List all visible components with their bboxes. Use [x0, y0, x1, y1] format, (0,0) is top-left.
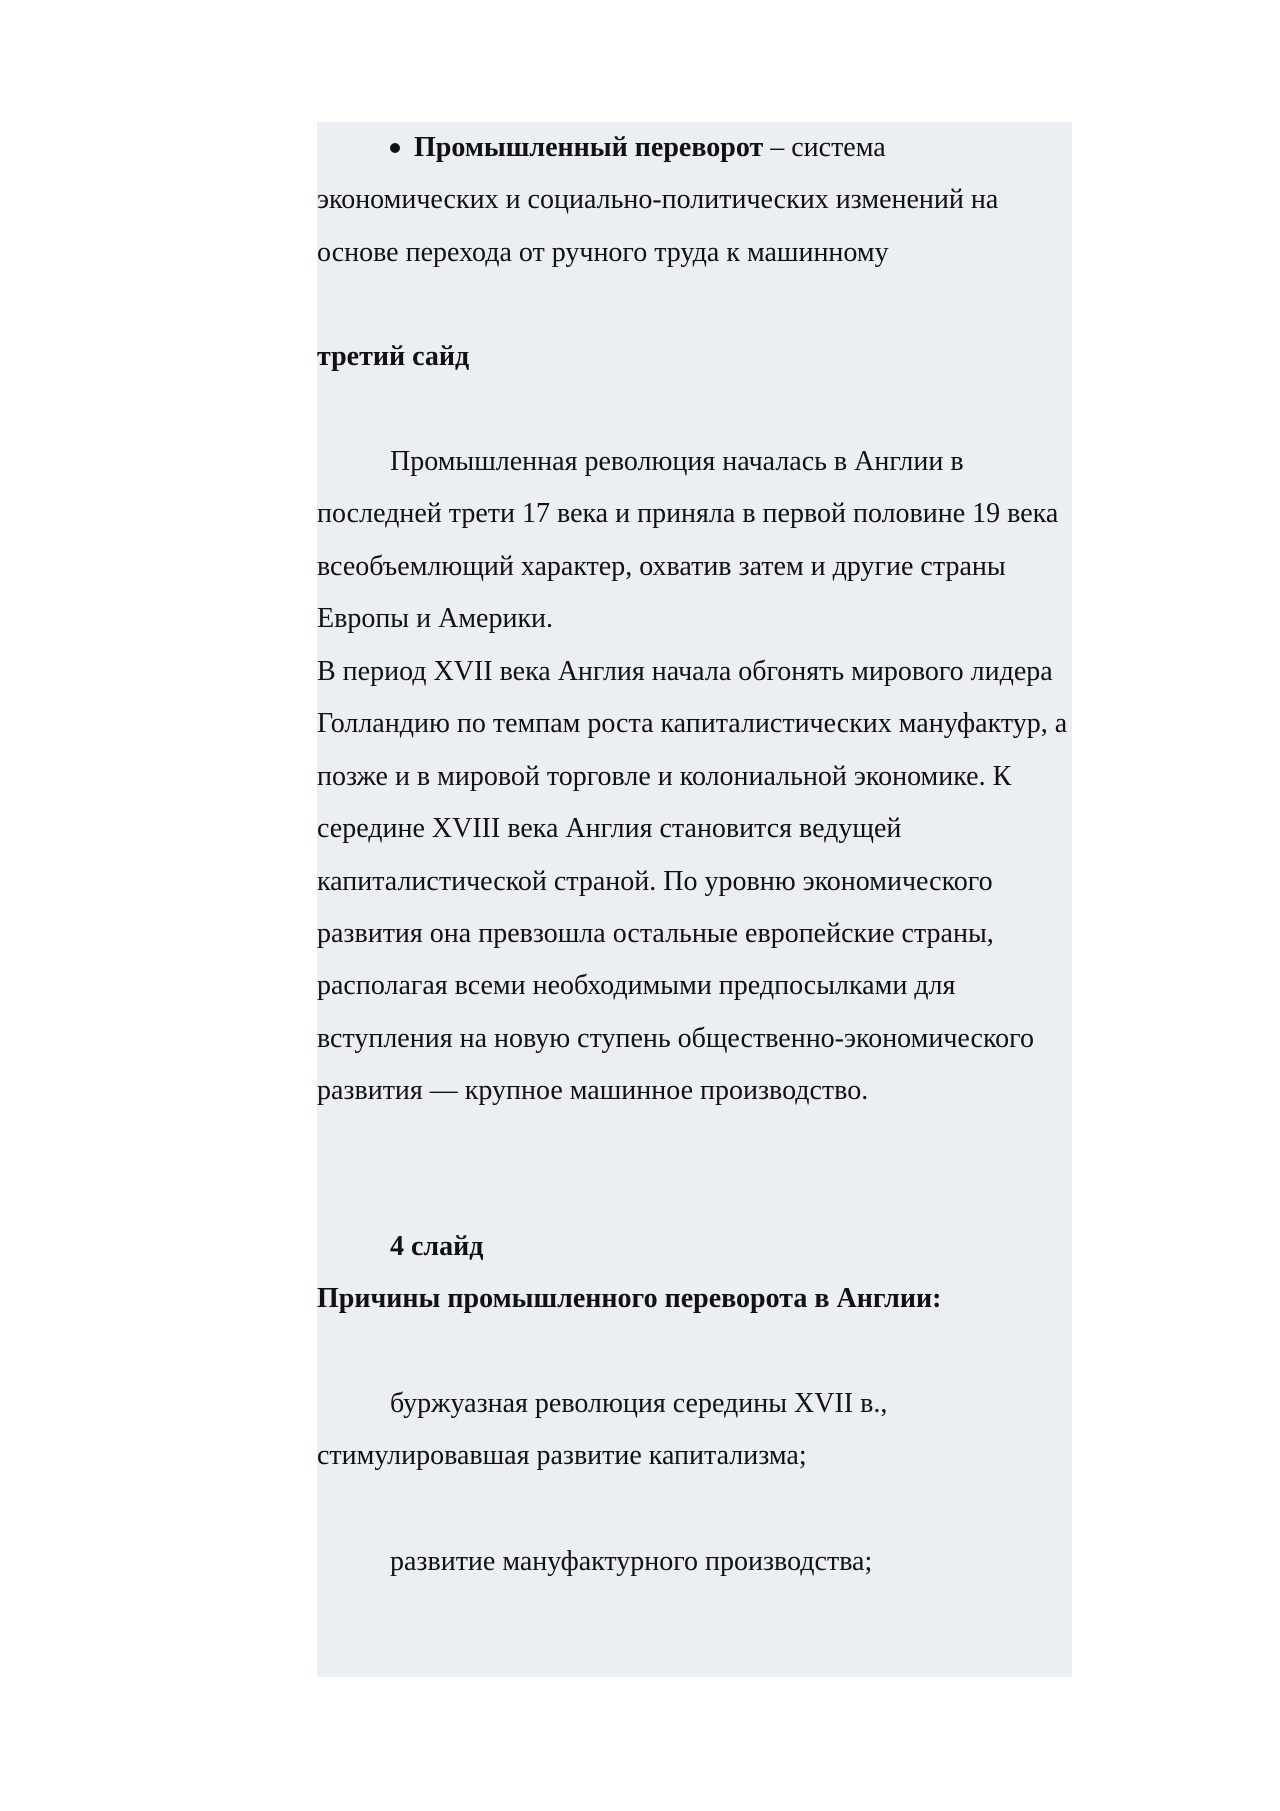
- slide4-subheading: Причины промышленного переворота в Англии:: [317, 1283, 942, 1314]
- slide3-paragraph-1: Промышленная революция началась в Англии в последней трети 17 века и приняла в первой половине 19 века всеобъемлющий характер, охватив затем и другие страны Европы и Америки.: [317, 446, 1059, 635]
- definition-paragraph: [317, 122, 1072, 279]
- bullet-icon: [390, 143, 400, 153]
- document-page: [317, 122, 1072, 1677]
- definition-term: Промышленный переворот: [414, 132, 764, 163]
- definition-dash: –: [763, 132, 792, 163]
- reason-item-1: буржуазная революция середины XVII в., стимулировавшая развитие капитализма;: [317, 1388, 888, 1472]
- slide4-heading: 4 слайд: [390, 1231, 484, 1262]
- slide3-paragraph-2: В период XVII века Англия начала обгонять мирового лидера Голландию по темпам роста капиталистических мануфактур, а позже и в мировой торговле и колониальной экономике. К середине XVIII века Англия становится ведущей капиталистической страной. По уровню экономического развития она превзошла остальные европейские страны, располагая всеми необходимыми предпосылками для вступления на новую ступень общественно-экономического развития — крупное машинное производство.: [317, 656, 1068, 1107]
- slide3-heading: третий сайд: [317, 341, 470, 372]
- reason-item-2: развитие мануфактурного производства;: [390, 1546, 873, 1577]
- definition-text: система экономических и социально-политических изменений на основе перехода от ручного труда к машинному: [317, 132, 999, 268]
